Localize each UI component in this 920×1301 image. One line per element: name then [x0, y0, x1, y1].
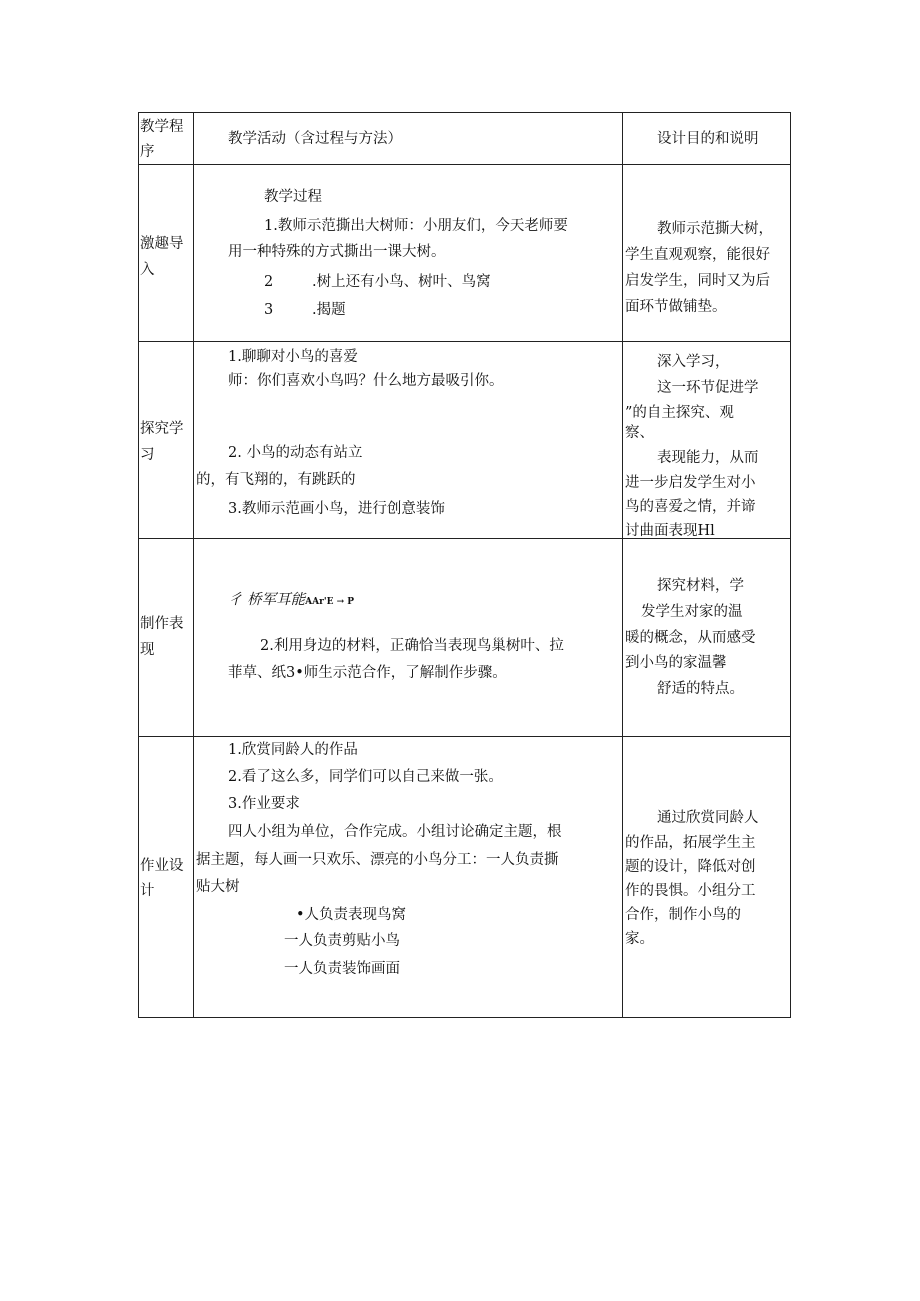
- purpose-line: 鸟的喜爱之情，并谛: [625, 499, 756, 515]
- activity-line: 四人小组为单位，合作完成。小组讨论确定主题，根: [228, 824, 562, 840]
- header-purpose-label: 设计目的和说明: [657, 131, 759, 147]
- activity-line: 据主题，每人画一只欢乐、漂亮的小鸟分工：一人负责撕: [196, 852, 559, 868]
- header-activity-label: 教学活动（含过程与方法）: [228, 131, 402, 147]
- stage-label: 制作表: [140, 616, 184, 632]
- activity-line: 一人负责装饰画面: [284, 961, 400, 977]
- purpose-text: 教师示范撕大树，学生直观观察，能很好启发学生，同时又为后面环节做铺垫。: [625, 221, 773, 315]
- purpose-line: 表现能力，从而: [657, 450, 759, 466]
- activity-item-number: 2: [264, 274, 274, 290]
- header-stage-label-cont: 序: [140, 144, 155, 160]
- purpose-line: 进一步启发学生对小: [625, 475, 756, 491]
- garbled-activity-line: [228, 591, 354, 611]
- purpose-line: 察、: [625, 425, 654, 441]
- activity-line: 用一种特殊的方式撕出一课大树。: [228, 244, 446, 260]
- activity-line: 菲草、纸3•师生示范合作，了解制作步骤。: [228, 665, 507, 681]
- table-border-right: [790, 112, 791, 1018]
- purpose-line: 题的设计，降低对创: [625, 859, 756, 875]
- activity-line: 贴大树: [196, 879, 240, 895]
- header-stage-label: 教学程: [140, 119, 184, 135]
- stage-label: 作业设: [140, 858, 184, 874]
- activity-line: 3.教师示范画小鸟，进行创意装饰: [228, 501, 445, 517]
- table-border-left: [138, 112, 139, 1018]
- stage-label-cont: 现: [140, 642, 155, 658]
- table-border-top: [138, 112, 791, 113]
- activity-item-number: 3: [264, 302, 274, 318]
- stage-label-cont: 入: [140, 262, 155, 278]
- activity-line: 1.教师示范撕出大树师：小朋友们，今天老师要: [264, 218, 568, 234]
- purpose-line: 发学生对家的温: [641, 604, 743, 620]
- purpose-line: 深入学习，: [657, 354, 730, 370]
- garbled-text-main: 彳 桥军耳能: [228, 592, 306, 608]
- activity-line: •人负责表现鸟窝: [296, 907, 407, 923]
- stage-label-cont: 计: [140, 883, 155, 899]
- stage-label: 激趣导: [140, 236, 184, 252]
- activity-line: 师：你们喜欢小鸟吗？什么地方最吸引你。: [228, 373, 504, 389]
- purpose-line: 暖的概念，从而感受: [625, 630, 756, 646]
- activity-line: .揭题: [312, 302, 346, 318]
- purpose-line: 探究材料，学: [657, 578, 744, 594]
- purpose-line: 讨曲面表现Hl: [625, 523, 715, 539]
- column-divider: [193, 112, 194, 1018]
- row-divider: [138, 164, 791, 165]
- purpose-line: 作的畏惧。小组分工: [625, 883, 756, 899]
- purpose-line: 合作，制作小鸟的: [625, 907, 741, 923]
- purpose-line: 舒适的特点。: [657, 681, 744, 697]
- activity-line: 的，有飞翔的，有跳跃的: [196, 472, 356, 488]
- activity-line: 3.作业要求: [228, 796, 300, 812]
- activity-line: 1.欣赏同龄人的作品: [228, 742, 358, 758]
- purpose-line: 到小鸟的家温馨: [625, 655, 727, 671]
- activity-line: 2.看了这么多，同学们可以自己来做一张。: [228, 769, 503, 785]
- activity-line: 2. 小鸟的动态有站立: [228, 445, 363, 461]
- garbled-text-small: AAr'E → P: [305, 597, 355, 607]
- activity-line: 一人负责剪贴小鸟: [284, 933, 400, 949]
- purpose-line: 这一环节促进学: [657, 380, 759, 396]
- purpose-line: 家。: [625, 931, 654, 947]
- activity-heading: 教学过程: [264, 189, 322, 205]
- row-divider: [138, 736, 791, 737]
- purpose-line: 的作品，拓展学生主: [625, 835, 756, 851]
- activity-line: 1.聊聊对小鸟的喜爱: [228, 349, 358, 365]
- activity-line: 2.利用身边的材料，正确恰当表现鸟巢树叶、拉: [260, 638, 564, 654]
- column-divider: [622, 112, 623, 1018]
- stage-label: 探究学: [140, 421, 184, 437]
- purpose-line: ”的自主探究、观: [625, 405, 734, 421]
- row-divider: [138, 341, 791, 342]
- table-border-bottom: [138, 1017, 791, 1018]
- activity-line: .树上还有小鸟、树叶、鸟窝: [312, 274, 491, 290]
- purpose-line: 通过欣赏同龄人: [657, 810, 759, 826]
- stage-label-cont: 习: [140, 447, 155, 463]
